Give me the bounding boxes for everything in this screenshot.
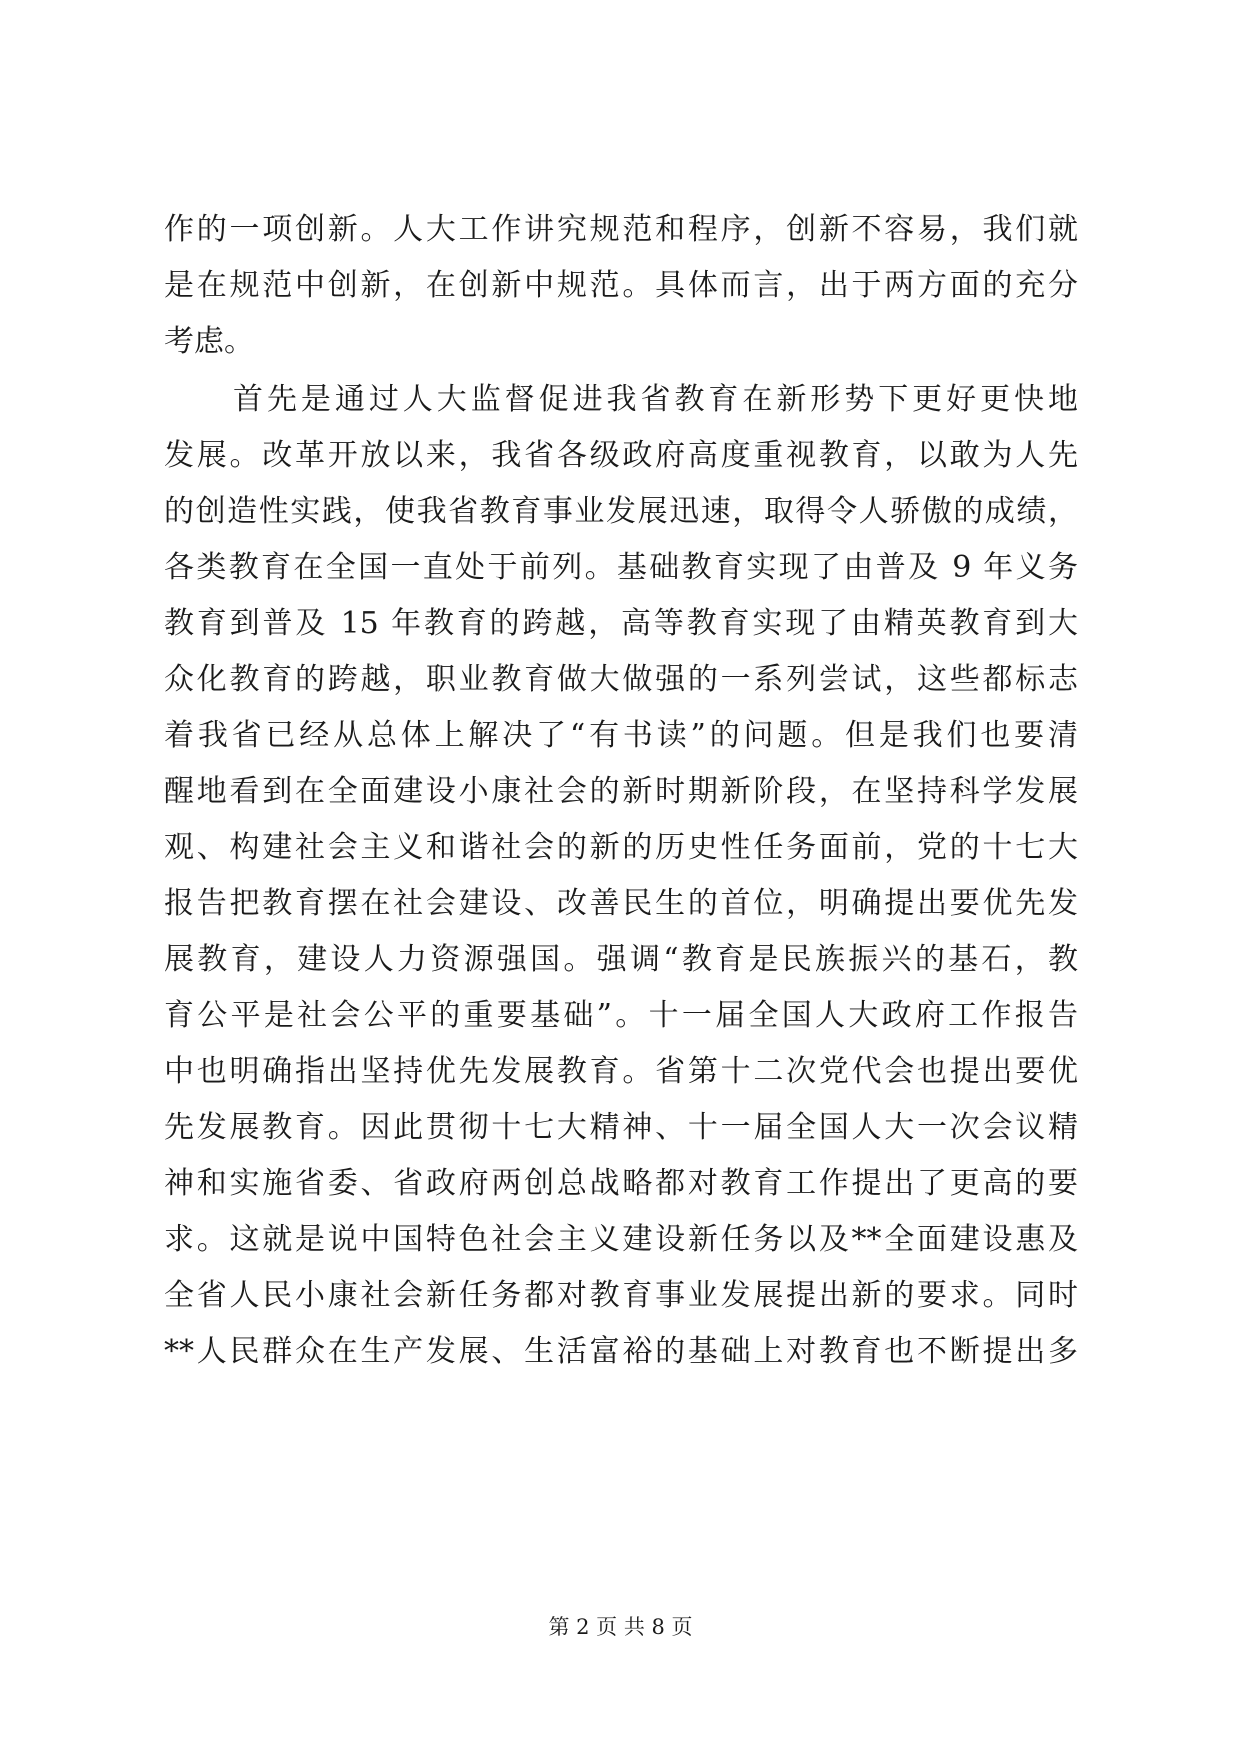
page-number-footer: 第 2 页 共 8 页 — [548, 1615, 693, 1639]
text-line: 育公平是社会公平的重要基础”。十一届全国人大政府工作报告 — [164, 998, 1078, 1033]
text-line: 展教育，建设人力资源强国。强调“教育是民族振兴的基石，教 — [164, 942, 1078, 977]
text-line: 考虑。 — [164, 324, 254, 359]
text-line: 求。这就是说中国特色社会主义建设新任务以及**全面建设惠及 — [164, 1222, 1078, 1257]
text-line: 教育到普及 15 年教育的跨越，高等教育实现了由精英教育到大 — [164, 606, 1078, 641]
text-line: 各类教育在全国一直处于前列。基础教育实现了由普及 9 年义务 — [164, 550, 1078, 585]
text-line: 作的一项创新。人大工作讲究规范和程序，创新不容易，我们就 — [164, 212, 1078, 247]
text-line: 先发展教育。因此贯彻十七大精神、十一届全国人大一次会议精 — [164, 1110, 1078, 1145]
text-line: 中也明确指出坚持优先发展教育。省第十二次党代会也提出要优 — [164, 1054, 1078, 1089]
text-line: 着我省已经从总体上解决了“有书读”的问题。但是我们也要清 — [164, 718, 1078, 753]
text-line: 是在规范中创新，在创新中规范。具体而言，出于两方面的充分 — [164, 268, 1078, 303]
paragraph-first-line: 首先是通过人大监督促进我省教育在新形势下更好更快地 — [233, 382, 1078, 417]
text-line: 报告把教育摆在社会建设、改善民生的首位，明确提出要优先发 — [164, 886, 1078, 921]
text-line: 醒地看到在全面建设小康社会的新时期新阶段，在坚持科学发展 — [164, 774, 1078, 809]
text-line: 全省人民小康社会新任务都对教育事业发展提出新的要求。同时 — [164, 1278, 1078, 1313]
text-line: 神和实施省委、省政府两创总战略都对教育工作提出了更高的要 — [164, 1166, 1078, 1201]
text-line: 众化教育的跨越，职业教育做大做强的一系列尝试，这些都标志 — [164, 662, 1078, 697]
text-line: 发展。改革开放以来，我省各级政府高度重视教育，以敢为人先 — [164, 438, 1078, 473]
text-line: **人民群众在生产发展、生活富裕的基础上对教育也不断提出多 — [164, 1334, 1078, 1369]
text-line: 观、构建社会主义和谐社会的新的历史性任务面前，党的十七大 — [164, 830, 1078, 865]
text-line: 的创造性实践，使我省教育事业发展迅速，取得令人骄傲的成绩， — [164, 494, 1078, 529]
